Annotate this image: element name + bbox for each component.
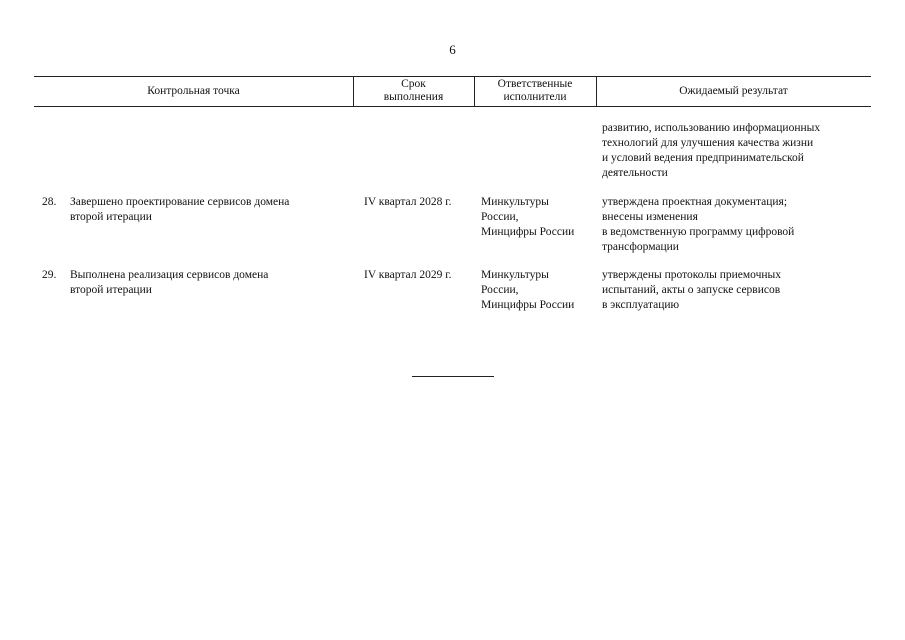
row-number: 29. — [42, 269, 57, 281]
row-result: утверждены протоколы приемочных испытаний, акты о запуске сервисов в эксплуатацию — [602, 269, 782, 311]
header-checkpoint: Контрольная точка — [147, 84, 240, 97]
row-number: 28. — [42, 196, 57, 208]
row-deadline: IV квартал 2028 г. — [364, 196, 452, 208]
row-deadline: IV квартал 2029 г. — [364, 269, 452, 281]
header-executors: Ответственные исполнители — [497, 78, 573, 103]
continuation-result: развитию, использованию информационных технологий для улучшения качества жизни и условий ведения предпринимательской деятельности — [602, 122, 821, 179]
end-of-document-rule — [412, 376, 494, 377]
row-checkpoint: Завершено проектирование сервисов домена второй итерации — [70, 196, 290, 223]
header-deadline: Срок выполнения — [383, 78, 444, 103]
page-number: 6 — [449, 42, 456, 57]
table-header-rule — [34, 106, 871, 107]
row-executors: Минкультуры России, Минцифры России — [481, 196, 575, 238]
row-result: утверждена проектная документация; внесены изменения в ведомственную программу цифровой трансформации — [602, 196, 795, 253]
row-checkpoint: Выполнена реализация сервисов домена второй итерации — [70, 269, 269, 296]
header-result: Ожидаемый результат — [679, 84, 788, 97]
row-executors: Минкультуры России, Минцифры России — [481, 269, 575, 311]
